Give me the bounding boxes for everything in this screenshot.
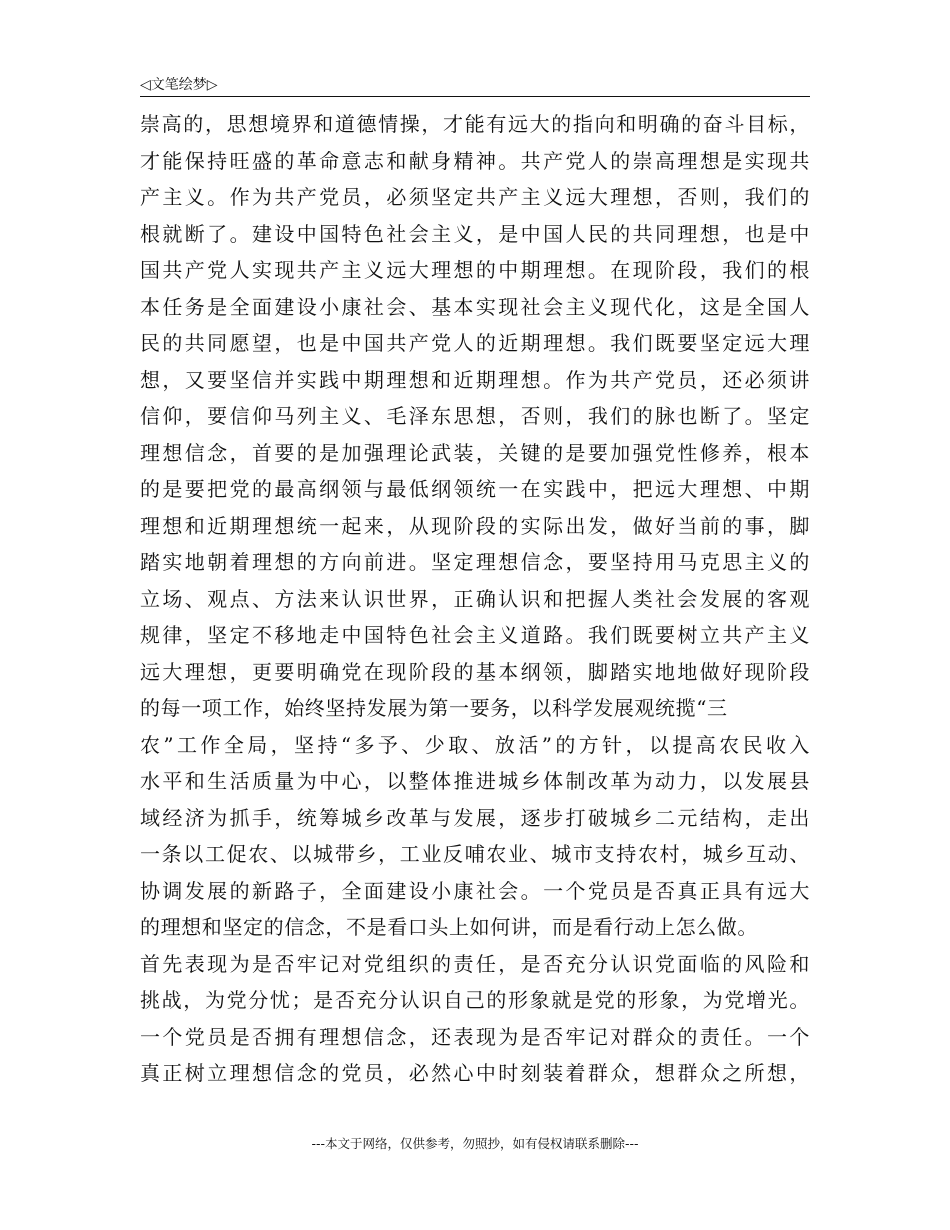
body-line: 真正树立理想信念的党员，必然心中时刻装着群众，想群众之所想， [140,1061,810,1085]
body-line: 域经济为抓手，统筹城乡改革与发展，逐步打破城乡二元结构，走出 [140,805,810,830]
body-line: 协调发展的新路子，全面建设小康社会。一个党员是否真正具有远大 [140,878,810,903]
body-line: 理想和近期理想统一起来，从现阶段的实际出发，做好当前的事，脚 [140,513,810,538]
page-footer: ---本文于网络，仅供参考，勿照抄，如有侵权请联系删除--- [311,1136,639,1151]
document-body [140,106,810,1092]
body-line: 一个党员是否拥有理想信念，还表现为是否牢记对群众的责任。一个 [140,1024,810,1049]
body-line: 的理想和坚定的信念，不是看口头上如何讲，而是看行动上怎么做。 [140,915,758,939]
body-line: 崇高的，思想境界和道德情操，才能有远大的指向和明确的奋斗目标， [140,112,810,136]
body-line: 信仰，要信仰马列主义、毛泽东思想，否则，我们的脉也断了。坚定 [140,404,810,428]
body-line: 根就断了。建设中国特色社会主义，是中国人民的共同理想，也是中 [140,221,810,246]
body-line: 的每一项工作，始终坚持发展为第一要务，以科学发展观统揽“三 [140,696,728,720]
body-line: 产主义。作为共产党员，必须坚定共产主义远大理想，否则，我们的 [140,185,810,209]
body-line: 农”工作全局，坚持“多予、少取、放活”的方针，以提高农民收入 [140,732,810,757]
header-logo: ◁文笔绘梦▷ [140,77,218,93]
body-line: 国共产党人实现共产主义远大理想的中期理想。在现阶段，我们的根 [140,258,810,282]
body-line: 一条以工促农、以城带乡，工业反哺农业、城市支持农村，城乡互动、 [140,842,810,866]
body-line: 规律，坚定不移地走中国特色社会主义道路。我们既要树立共产主义 [140,623,810,647]
body-line: 水平和生活质量为中心，以整体推进城乡体制改革为动力，以发展县 [140,769,810,793]
body-line: 才能保持旺盛的革命意志和献身精神。共产党人的崇高理想是实现共 [140,148,810,173]
body-line: 的是要把党的最高纲领与最低纲领统一在实践中，把远大理想、中期 [140,477,810,501]
page-header [140,72,810,98]
body-line: 民的共同愿望，也是中国共产党人的近期理想。我们既要坚定远大理 [140,331,810,355]
body-line: 想，又要坚信并实践中期理想和近期理想。作为共产党员，还必须讲 [140,367,810,392]
body-line: 立场、观点、方法来认识世界，正确认识和把握人类社会发展的客观 [140,586,810,611]
body-line: 首先表现为是否牢记对党组织的责任，是否充分认识党面临的风险和 [140,951,810,976]
body-line: 远大理想，更要明确党在现阶段的基本纲领，脚踏实地地做好现阶段 [140,659,810,684]
body-line: 挑战，为党分忧；是否充分认识自己的形象就是党的形象，为党增光。 [140,988,810,1012]
header-divider [140,96,810,97]
body-line: 本任务是全面建设小康社会、基本实现社会主义现代化，这是全国人 [140,294,810,319]
body-line: 踏实地朝着理想的方向前进。坚定理想信念，要坚持用马克思主义的 [140,550,810,574]
body-line: 理想信念，首要的是加强理论武装，关键的是要加强党性修养，根本 [140,440,810,465]
